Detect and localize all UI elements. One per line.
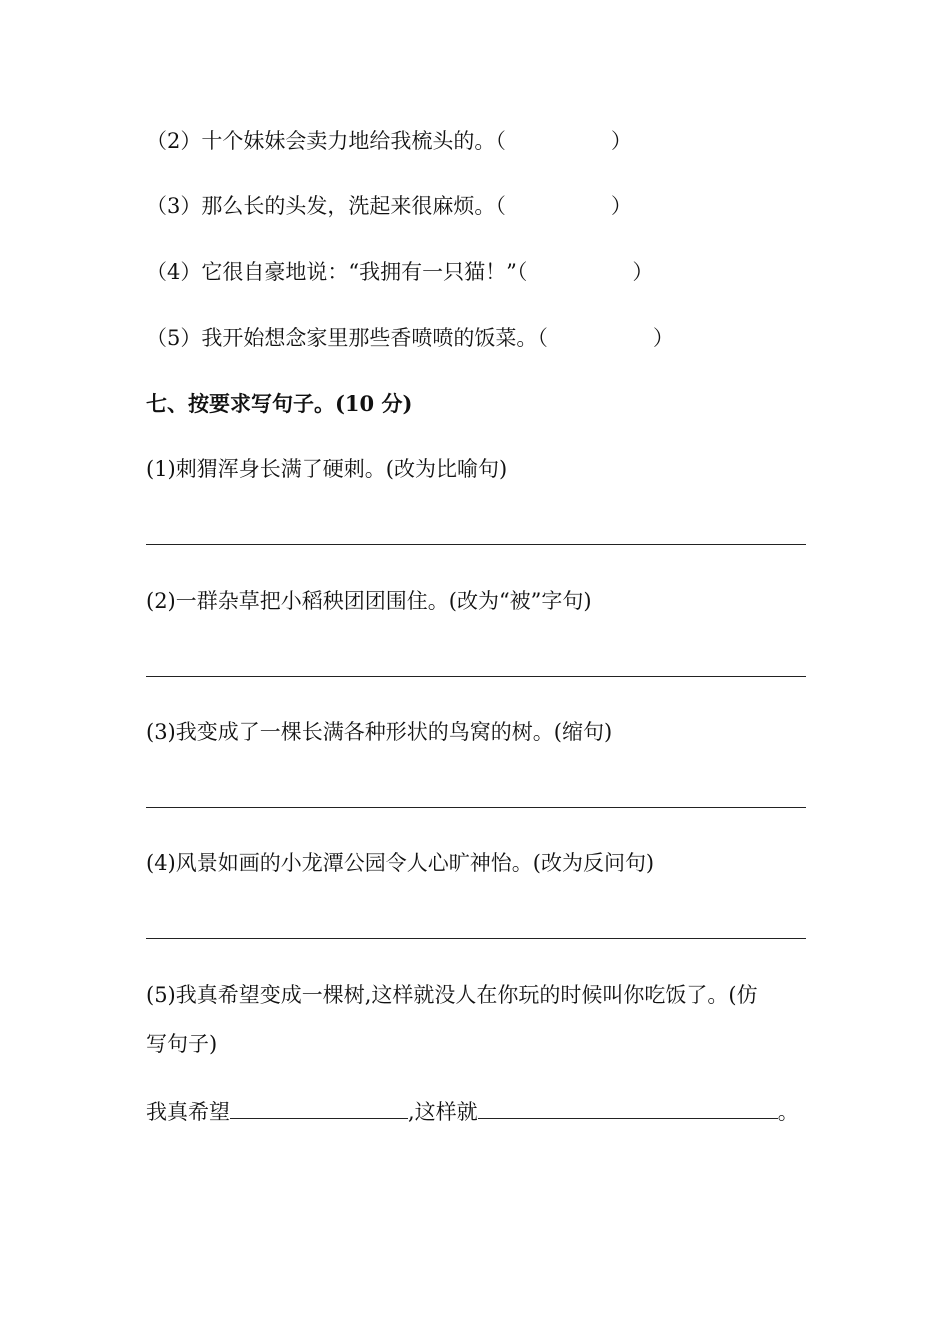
section6-item-3: （3）那么长的头发，洗起来很麻烦。（ ） [146,194,632,218]
fill-sentence [146,1096,799,1126]
answer-line-1[interactable] [146,544,806,545]
fill-part-1: 我真希望 [146,1100,230,1124]
section7-heading: 七、按要求写句子。(10 分) [146,391,413,416]
question-4: (4)风景如画的小龙潭公园令人心旷神怡。(改为反问句) [146,851,655,875]
answer-line-2[interactable] [146,676,806,677]
fill-end: 。 [777,1100,799,1124]
answer-line-4[interactable] [146,938,806,939]
question-2: (2)一群杂草把小稻秧团团围住。(改为“被”字句) [146,589,592,613]
fill-part-2: ,这样就 [408,1100,478,1124]
answer-line-3[interactable] [146,807,806,808]
fill-blank-1[interactable] [230,1096,408,1119]
question-5-line-2: 写句子) [146,1032,218,1056]
question-3: (3)我变成了一棵长满各种形状的鸟窝的树。(缩句) [146,720,613,744]
question-5-line-1: (5)我真希望变成一棵树,这样就没人在你玩的时候叫你吃饭了。(仿 [146,983,758,1007]
section6-item-4: （4）它很自豪地说：“我拥有一只猫！”（ ） [146,260,654,284]
question-1: (1)刺猬浑身长满了硬刺。(改为比喻句) [146,457,508,481]
fill-blank-2[interactable] [478,1096,778,1119]
section6-item-5: （5）我开始想念家里那些香喷喷的饭菜。（ ） [146,326,674,350]
section6-item-2: （2）十个妹妹会卖力地给我梳头的。（ ） [146,129,632,153]
